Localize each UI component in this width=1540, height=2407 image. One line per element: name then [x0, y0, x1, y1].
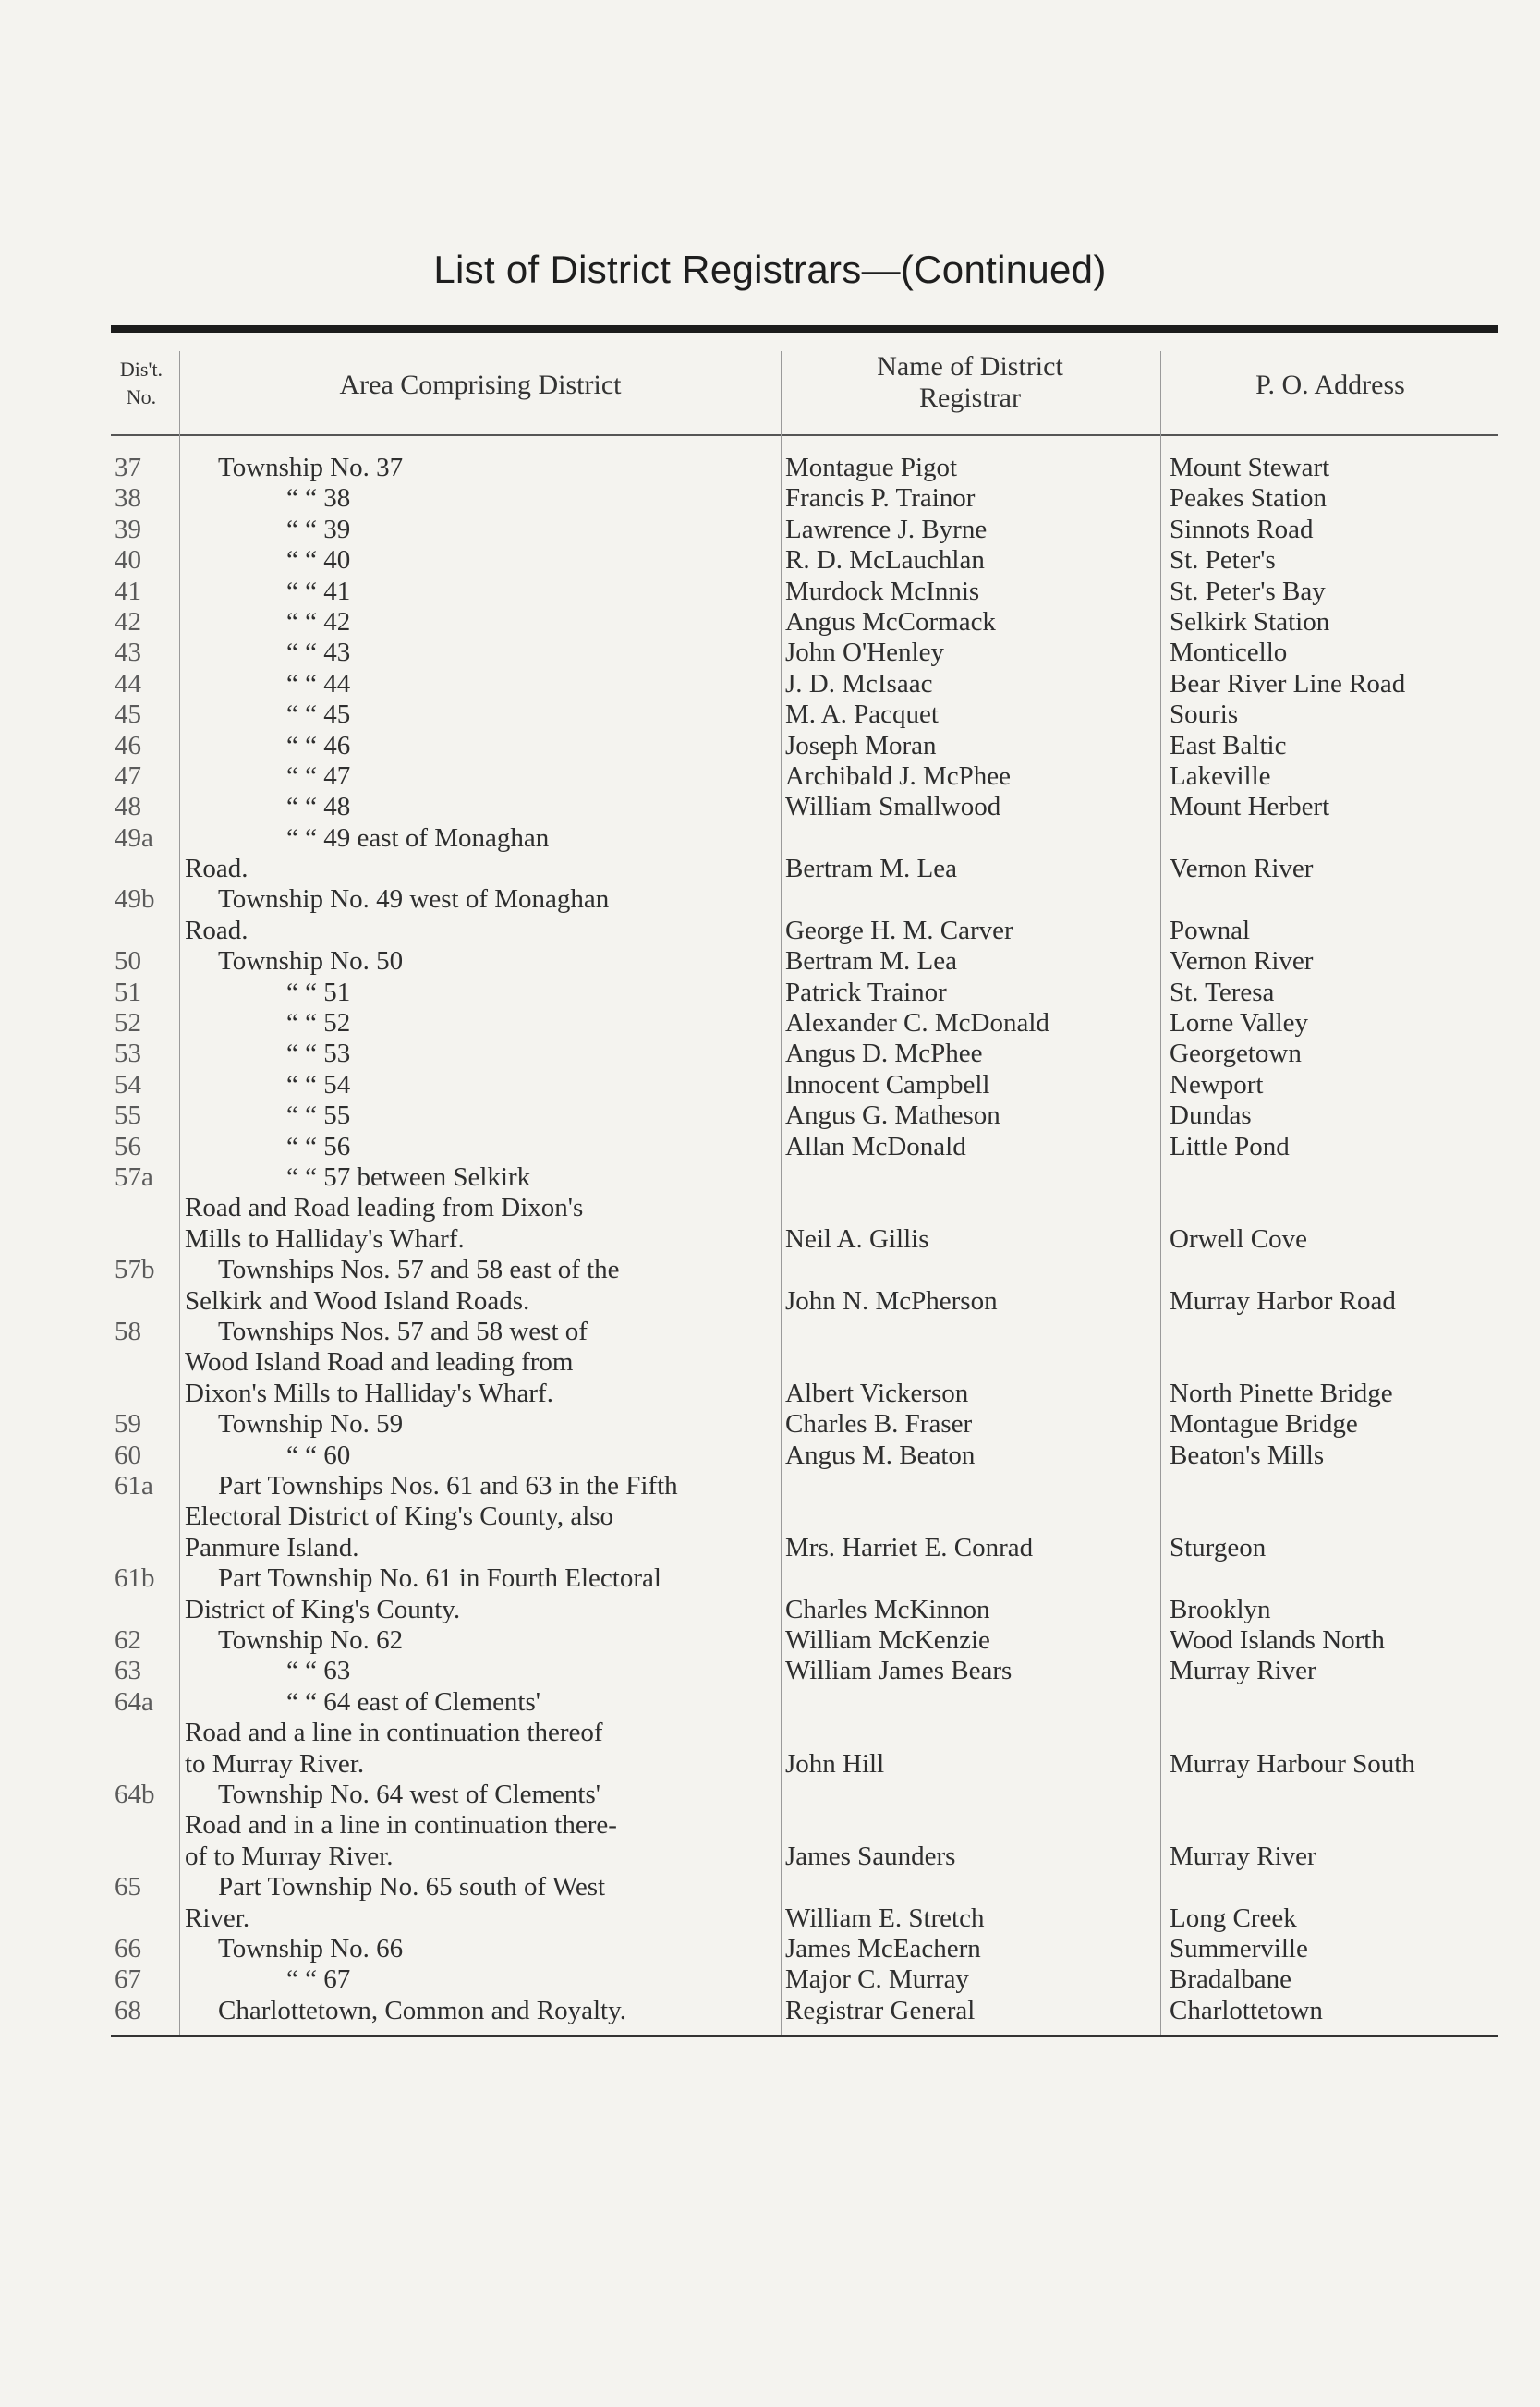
registrar-name: George H. M. Carver [785, 915, 1013, 945]
table-row [0, 1996, 1540, 2026]
district-number: 57a [115, 1162, 153, 1193]
district-area [185, 1317, 776, 1409]
table-row [0, 1039, 1540, 1069]
po-address: Wood Islands North [1170, 1624, 1385, 1655]
table-row [0, 545, 1540, 576]
area-line: “ “ 48 [286, 792, 351, 822]
po-address: East Baltic [1170, 730, 1287, 760]
po-address: Summerville [1170, 1933, 1308, 1963]
table-row [0, 638, 1540, 668]
registrar-table [0, 453, 1540, 2026]
table-row [0, 1132, 1540, 1162]
district-number: 61a [115, 1470, 153, 1501]
district-area [185, 1563, 776, 1625]
registrar-name: William James Bears [785, 1656, 1013, 1686]
district-area [185, 638, 776, 668]
table-row [0, 946, 1540, 977]
po-address: Pownal [1170, 915, 1250, 945]
table-row [0, 1872, 1540, 1934]
district-area [185, 1100, 776, 1131]
po-address: Mount Herbert [1170, 792, 1330, 822]
table-row [0, 1100, 1540, 1131]
district-number: 65 [115, 1872, 141, 1903]
po-address: Selkirk Station [1170, 606, 1330, 637]
area-line: Electoral District of King's County, also [185, 1501, 614, 1532]
registrar-name: John N. McPherson [785, 1285, 998, 1316]
header-area: Area Comprising District [339, 370, 622, 400]
registrar-name: Bertram M. Lea [785, 946, 958, 977]
district-number: 39 [115, 514, 141, 544]
district-number: 50 [115, 946, 141, 977]
table-row [0, 1162, 1540, 1255]
registrar-name: Registrar General [785, 1995, 976, 2025]
district-number: 66 [115, 1933, 141, 1963]
area-line: “ “ 39 [286, 514, 351, 544]
registrar-name: Charles B. Fraser [785, 1409, 973, 1440]
registrar-name: Bertram M. Lea [785, 854, 958, 884]
district-number: 67 [115, 1964, 141, 1995]
district-number: 57b [115, 1255, 155, 1285]
registrar-name: Allan McDonald [785, 1131, 966, 1161]
registrar-name: Angus D. McPhee [785, 1039, 983, 1069]
table-row [0, 1471, 1540, 1563]
area-line: “ “ 47 [286, 760, 351, 791]
table-row [0, 607, 1540, 638]
table-row [0, 1780, 1540, 1872]
po-address: Dundas [1170, 1100, 1252, 1131]
registrar-name: Neil A. Gillis [785, 1223, 929, 1254]
district-number: 64a [115, 1686, 153, 1717]
table-row [0, 1070, 1540, 1100]
district-area [185, 1255, 776, 1317]
district-number: 45 [115, 699, 141, 730]
po-address: North Pinette Bridge [1170, 1378, 1393, 1408]
area-line: “ “ 60 [286, 1440, 351, 1470]
district-area [185, 1039, 776, 1069]
registrar-name: Angus G. Matheson [785, 1100, 1000, 1131]
po-address: Lorne Valley [1170, 1008, 1309, 1039]
registrar-name: J. D. McIsaac [785, 668, 933, 699]
area-line: of to Murray River. [185, 1841, 394, 1871]
district-area [185, 1471, 776, 1563]
area-line: Township No. 50 [218, 946, 404, 977]
district-number: 58 [115, 1317, 141, 1346]
area-line: District of King's County. [185, 1594, 461, 1624]
registrar-name: Angus M. Beaton [785, 1440, 976, 1470]
district-area [185, 761, 776, 792]
district-number: 54 [115, 1069, 141, 1100]
registrar-name: James McEachern [785, 1933, 981, 1963]
area-line: “ “ 43 [286, 638, 351, 668]
district-area [185, 453, 776, 483]
po-address: Long Creek [1170, 1903, 1297, 1933]
registrar-name: Joseph Moran [785, 730, 937, 760]
table-row [0, 1563, 1540, 1625]
area-line: “ “ 63 [286, 1656, 351, 1686]
district-number: 48 [115, 792, 141, 822]
po-address: Orwell Cove [1170, 1223, 1307, 1254]
registrar-name: M. A. Pacquet [785, 699, 939, 730]
district-number: 62 [115, 1624, 141, 1655]
district-number: 68 [115, 1995, 141, 2025]
table-row [0, 483, 1540, 514]
registrar-name: Murdock McInnis [785, 576, 980, 606]
area-line: “ “ 44 [286, 668, 351, 699]
district-area [185, 1441, 776, 1471]
district-number: 56 [115, 1131, 141, 1161]
district-number: 46 [115, 730, 141, 760]
district-area [185, 545, 776, 576]
area-line: Road. [185, 915, 249, 945]
po-address: Newport [1170, 1069, 1264, 1100]
area-line: “ “ 42 [286, 606, 351, 637]
po-address: Lakeville [1170, 760, 1271, 791]
district-number: 38 [115, 483, 141, 514]
district-area [185, 1409, 776, 1440]
district-area [185, 1872, 776, 1934]
area-line: Township No. 59 [218, 1409, 404, 1440]
page-title: List of District Registrars—(Continued) [433, 248, 1107, 291]
area-line: “ “ 45 [286, 699, 351, 730]
table-row [0, 699, 1540, 730]
table-row [0, 1687, 1540, 1780]
area-line: Mills to Halliday's Wharf. [185, 1223, 465, 1254]
area-line: Townships Nos. 57 and 58 east of the [218, 1255, 620, 1285]
header-po-address: P. O. Address [1255, 370, 1405, 400]
registrar-name: William McKenzie [785, 1624, 990, 1655]
registrar-name: John Hill [785, 1748, 885, 1779]
area-line: Dixon's Mills to Halliday's Wharf. [185, 1378, 553, 1408]
area-line: “ “ 49 east of Monaghan [286, 822, 550, 853]
table-row [0, 823, 1540, 885]
district-area [185, 699, 776, 730]
area-line: River. [185, 1903, 250, 1933]
po-address: Brooklyn [1170, 1594, 1271, 1624]
registrar-name: James Saunders [785, 1841, 956, 1871]
area-line: Townships Nos. 57 and 58 west of [218, 1317, 588, 1346]
table-row [0, 1441, 1540, 1471]
registrar-name: Archibald J. McPhee [785, 760, 1012, 791]
area-line: “ “ 52 [286, 1008, 351, 1039]
area-line: “ “ 51 [286, 977, 351, 1007]
area-line: “ “ 54 [286, 1069, 351, 1100]
area-line: “ “ 53 [286, 1039, 351, 1069]
district-area [185, 1780, 776, 1872]
district-area [185, 1996, 776, 2026]
registrar-name: R. D. McLauchlan [785, 545, 985, 576]
area-line: Road and Road leading from Dixon's [185, 1193, 584, 1223]
header-no-line1: Dis't. [119, 358, 164, 381]
district-area [185, 946, 776, 977]
registrar-name: Alexander C. McDonald [785, 1008, 1049, 1039]
district-area [185, 483, 776, 514]
area-line: Panmure Island. [185, 1532, 359, 1562]
district-area [185, 1008, 776, 1039]
po-address: Murray River [1170, 1841, 1316, 1871]
district-number: 47 [115, 760, 141, 791]
header-name-line2: Registrar [919, 383, 1021, 413]
area-line: Township No. 49 west of Monaghan [218, 884, 610, 915]
district-area [185, 978, 776, 1008]
district-area [185, 884, 776, 946]
registrar-name: Montague Pigot [785, 453, 958, 482]
district-number: 44 [115, 668, 141, 699]
district-number: 41 [115, 576, 141, 606]
po-address: Georgetown [1170, 1039, 1302, 1069]
table-row [0, 1934, 1540, 1964]
district-area [185, 669, 776, 699]
district-number: 42 [115, 606, 141, 637]
registrar-name: John O'Henley [785, 638, 944, 668]
registrar-name: Mrs. Harriet E. Conrad [785, 1532, 1034, 1562]
table-row [0, 1409, 1540, 1440]
po-address: Murray River [1170, 1656, 1316, 1686]
table-row [0, 453, 1540, 483]
po-address: Murray Harbour South [1170, 1748, 1415, 1779]
area-line: Township No. 66 [218, 1933, 404, 1963]
district-area [185, 1687, 776, 1780]
po-address: St. Peter's [1170, 545, 1276, 576]
district-number: 49b [115, 884, 155, 915]
area-line: Selkirk and Wood Island Roads. [185, 1285, 530, 1316]
area-line: “ “ 38 [286, 483, 351, 514]
po-address: Mount Stewart [1170, 453, 1330, 482]
po-address: Souris [1170, 699, 1239, 730]
header-district-no [109, 356, 174, 411]
area-line: to Murray River. [185, 1748, 365, 1779]
district-area [185, 1625, 776, 1656]
top-rule [111, 325, 1498, 333]
po-address: St. Peter's Bay [1170, 576, 1326, 606]
table-row [0, 577, 1540, 607]
area-line: “ “ 64 east of Clements' [286, 1686, 541, 1717]
bottom-rule [111, 2035, 1498, 2037]
district-area [185, 1132, 776, 1162]
po-address: Bradalbane [1170, 1964, 1292, 1995]
area-line: “ “ 41 [286, 576, 351, 606]
po-address: Sturgeon [1170, 1532, 1267, 1562]
area-line: Road and in a line in continuation there- [185, 1810, 617, 1841]
table-row [0, 792, 1540, 822]
district-number: 55 [115, 1100, 141, 1131]
district-area [185, 577, 776, 607]
district-area [185, 1964, 776, 1995]
district-area [185, 515, 776, 545]
table-row [0, 1317, 1540, 1409]
registrar-name: Francis P. Trainor [785, 483, 976, 514]
area-line: “ “ 57 between Selkirk [286, 1162, 531, 1193]
po-address: Charlottetown [1170, 1995, 1323, 2025]
district-number: 59 [115, 1409, 141, 1440]
table-row [0, 1255, 1540, 1317]
district-area [185, 1162, 776, 1255]
registrar-name: Charles McKinnon [785, 1594, 990, 1624]
area-line: Township No. 37 [218, 453, 404, 482]
district-area [185, 1070, 776, 1100]
table-row [0, 761, 1540, 792]
area-line: “ “ 56 [286, 1131, 351, 1161]
area-line: Part Township No. 65 south of West [218, 1872, 606, 1903]
area-line: Part Township No. 61 in Fourth Electoral [218, 1563, 661, 1594]
district-number: 63 [115, 1656, 141, 1686]
district-number: 49a [115, 822, 153, 853]
district-area [185, 792, 776, 822]
district-area [185, 1656, 776, 1686]
district-number: 64b [115, 1779, 155, 1809]
table-row [0, 978, 1540, 1008]
area-line: “ “ 40 [286, 545, 351, 576]
district-number: 60 [115, 1440, 141, 1470]
area-line: Road. [185, 854, 249, 884]
district-number: 43 [115, 638, 141, 668]
area-line: Charlottetown, Common and Royalty. [218, 1995, 626, 2025]
registrar-name: Patrick Trainor [785, 977, 947, 1007]
po-address: Montague Bridge [1170, 1409, 1358, 1440]
table-row [0, 1656, 1540, 1686]
area-line: Road and a line in continuation thereof [185, 1718, 603, 1748]
table-row [0, 669, 1540, 699]
district-number: 40 [115, 545, 141, 576]
table-row [0, 1625, 1540, 1656]
area-line: “ “ 55 [286, 1100, 351, 1131]
area-line: Township No. 64 west of Clements' [218, 1779, 601, 1809]
district-number: 53 [115, 1039, 141, 1069]
table-row [0, 1964, 1540, 1995]
header-registrar-name [781, 351, 1159, 414]
registrar-name: Angus McCormack [785, 606, 996, 637]
registrar-name: Major C. Murray [785, 1964, 969, 1995]
po-address: Sinnots Road [1170, 514, 1314, 544]
po-address: St. Teresa [1170, 977, 1275, 1007]
po-address: Little Pond [1170, 1131, 1290, 1161]
district-number: 37 [115, 453, 141, 482]
district-area [185, 823, 776, 885]
area-line: Part Townships Nos. 61 and 63 in the Fifth [218, 1470, 678, 1501]
table-row [0, 884, 1540, 946]
po-address: Murray Harbor Road [1170, 1285, 1396, 1316]
area-line: Township No. 62 [218, 1624, 404, 1655]
header-rule [111, 434, 1498, 436]
area-line: Wood Island Road and leading from [185, 1347, 574, 1378]
header-name-line1: Name of District [877, 351, 1063, 382]
district-number: 51 [115, 977, 141, 1007]
area-line: “ “ 67 [286, 1964, 351, 1995]
registrar-name: Innocent Campbell [785, 1069, 990, 1100]
po-address: Vernon River [1170, 854, 1314, 884]
header-no-line2: No. [126, 385, 157, 408]
district-area [185, 607, 776, 638]
district-number: 61b [115, 1563, 155, 1594]
registrar-name: Albert Vickerson [785, 1378, 969, 1408]
district-area [185, 731, 776, 761]
table-row [0, 731, 1540, 761]
registrar-name: William E. Stretch [785, 1903, 985, 1933]
district-area [185, 1934, 776, 1964]
po-address: Vernon River [1170, 946, 1314, 977]
registrar-name: Lawrence J. Byrne [785, 514, 988, 544]
registrar-name: William Smallwood [785, 792, 1001, 822]
po-address: Beaton's Mills [1170, 1440, 1325, 1470]
table-row [0, 1008, 1540, 1039]
po-address: Peakes Station [1170, 483, 1327, 514]
table-row [0, 515, 1540, 545]
po-address: Monticello [1170, 638, 1288, 668]
area-line: “ “ 46 [286, 730, 351, 760]
po-address: Bear River Line Road [1170, 668, 1406, 699]
district-number: 52 [115, 1008, 141, 1039]
